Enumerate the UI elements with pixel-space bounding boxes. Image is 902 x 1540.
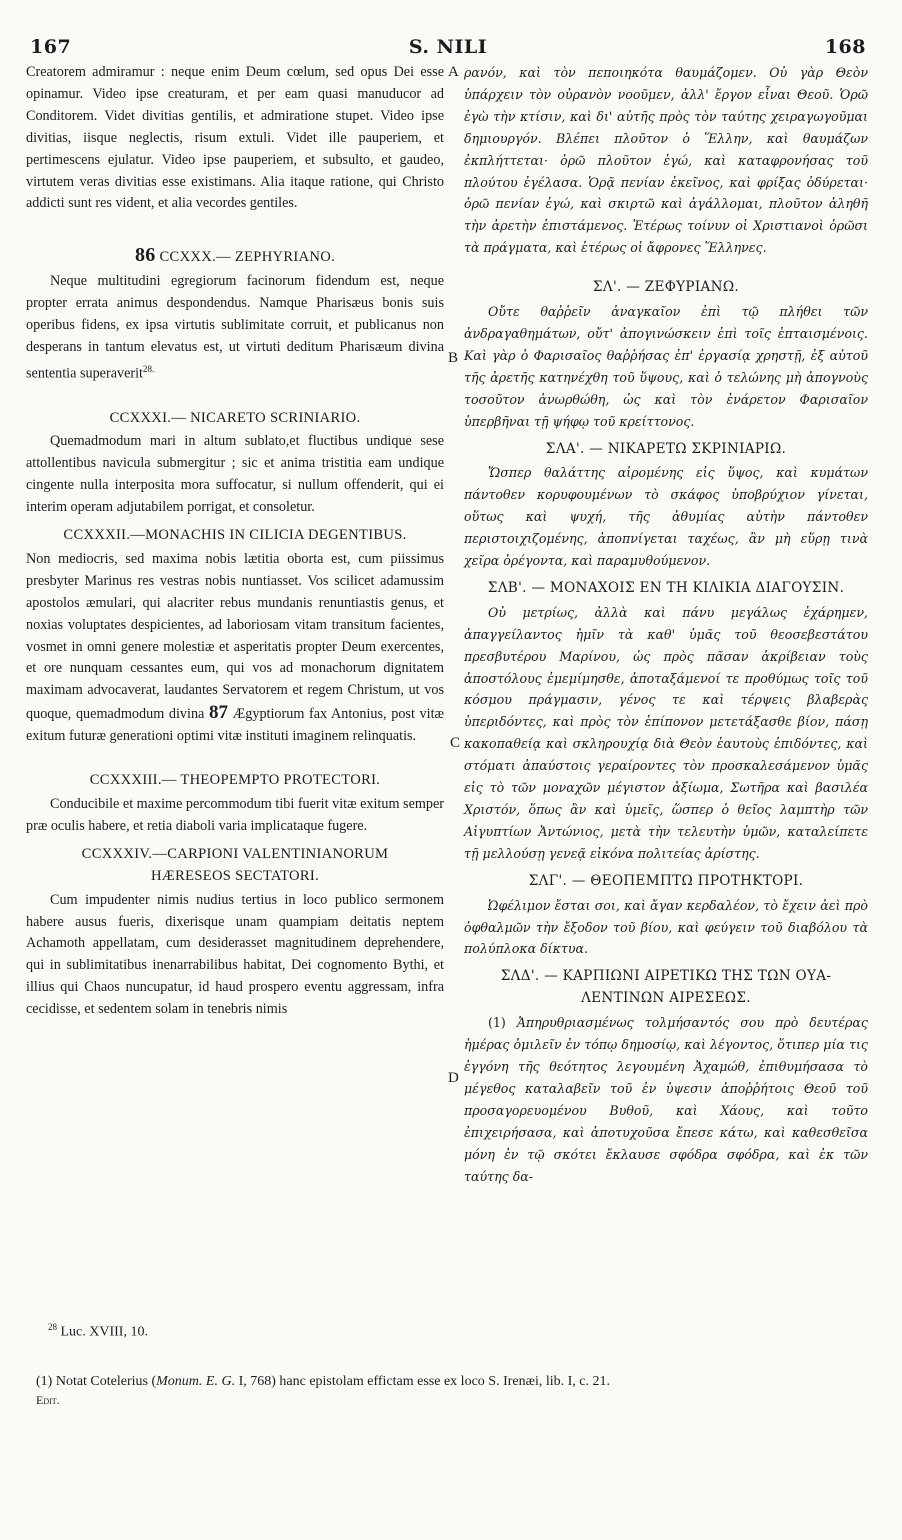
page-number-right: 168 [824,36,866,58]
latin-intro-text: Creatorem admiramur : neque enim Deum cœlum, sed opus Dei esse opinamur. Video ipse creaturam, et per eam quasi manuducor ad Conditorem. Videt divitias gentilis, et admiratione stupet. Video ipse divitias, iisque neglectis, risum extuli. Videt ille pauperiem, et pertimescens ejulatur. Video ipse pauperiem, et subsulto, et gaudeo, virtutem veras divitias esse existimans. Alia itaque ratione, qui Christo addicti sunt res vident, et alia vecordes gentiles. [26,64,444,212]
editor-note-mark: (1) [36,1374,53,1389]
heading-line: ΛΕΝΤΙΝΩΝ ΑΙΡΕΣΕΩΣ. [581,990,751,1007]
latin-letter-232-heading: CCXXXII.—MONACHIS IN CILICIA DEGENTIBUS. [63,527,407,544]
letter-body: Neque multitudini egregiorum facinorum fidendum est, neque propter errata animus despondendus. Namque Pharisæus bonis suis operibus fidens, ex ipsa virtutis sublimitate corruit, et publicanus non desperans in tantum elevatus est, ut virtuti deditum Pharisæum divina sententia superaverit [26,273,444,382]
editor-note [36,1372,872,1410]
running-title: S. NILI [408,36,488,58]
footnote-text: Luc. XVIII, 10. [60,1324,148,1340]
heading-line: CCXXXIV.—CARPIONI VALENTINIANORUM [81,845,389,862]
heading-line: ΣΛΔ'. — ΚΑΡΠΙΩΝΙ ΑΙΡΕΤΙΚΩ ΤΗΣ ΤΩΝ ΟΥΑ- [500,968,832,985]
greek-letter-234-heading [464,966,868,1010]
heading-line: HÆRESEOS SECTATORI. [150,867,320,884]
letter-body: Non mediocris, sed maxima nobis lætitia oborta est, cum piissimus presbyter Marinus res vestras nobis nuntiasset. Vos scilicet adamussim apostolos æmulari, qui alacriter rebus mundanis renuntiastis genus, et noxias voluptates despicientes, ad laboriosam vitam transitum facientes, vosmet in omni genere molestiæ et asperitatis propter Deum exercentes, et ore nunquam cessantes eum, qui vos ad monachorum dignitatem maximam advocaverat, laudantes Servatorem et regem Christum, ut vos quoque, quemadmodum divina [26,550,444,723]
letter-body-continued: Ægyptiorum fax Antonius, post vitæ exitum futuræ generationi optimi vitæ instituti imaginem relinquatis. [26,706,444,745]
editor-note-work-title: Monum. E. G. [156,1374,236,1389]
latin-letter-230-text [26,271,444,385]
latin-column [26,62,444,1021]
greek-letter-232-text: Οὐ μετρίως, ἀλλὰ καὶ πάνυ μεγάλως ἐχάρημεν, ἀπαγγείλαντος ἡμῖν τὰ καθ' ὑμᾶς τοῦ θεοσεβεστάτου πρεσβυτέρου Μαρίνου, ὡς πρὸς πᾶσαν ἀκρίβειαν τοὺς ἀποστόλους ἐμεμίμησθε, ἀποταξάμενοί τε προθύμως τοῖς τοῦ κόσμου πράγμασιν, γένος τε καὶ τέρψεις βλαβερὰς ὑπεριδόντες, καὶ πρὸς τὸν ἐπίπονον μετετάξασθε βίον, πάσῃ κακοπαθείᾳ καὶ σκληρουχίᾳ διὰ Θεὸν ἑαυτοὺς ἐπιδόντες, καὶ στόματι ἀπαύστοις γεραίροντες τὸν προσκαλεσάμενον ὑμᾶς εἰς τὸ τῶν μοναχῶν μέγιστον ἀξίωμα, Σωτῆρα καὶ βασιλέα Χριστόν, ὅπως ἂν καὶ ὑμεῖς, ὥσπερ ὁ θεῖος λαμπτὴρ τῶν Αἰγυπτίων Ἀντώνιος, μετὰ τὴν τελευτὴν ὑμῶν, καταλείπετε τῇ μελλούσῃ γενεᾷ εἰκόνα πολιτείας ἀρίστης. [464,604,868,861]
greek-letter-233-text: Ὠφέλιμον ἔσται σοι, καὶ ἄγαν κερδαλέον, τὸ ἔχειν ἀεὶ πρὸ ὀφθαλμῶν τὴν ἔξοδον τοῦ βίου, καὶ φεύγειν τοῦ διαβόλου τὰ πολύπλοκα δίκτυα. [464,897,868,957]
running-head [30,36,866,62]
latin-letter-234-heading [26,844,444,888]
column-number: 87 [209,702,228,724]
greek-column [464,62,868,1187]
editor-note-mark: (1) [488,1015,506,1031]
letter-body: Ἀπηρυθριασμένως τολμήσαντός σου πρὸ δευτέρας ἡμέρας ὁμιλεῖν ἐν τόπῳ δημοσίῳ, καὶ λέγοντος, ὅτιπερ μία τις ἐγγόνη τῆς θεότητος λεγουμένη Ἀχαμώθ, ἐπιθυμήσασα τὸ μέγεθος καταλαβεῖν τοῦ ἐν ὑψεσιν ἀποῤῥήτοις Θεοῦ τοῦ προσαγορευομένου Βυθοῦ, καὶ Χάους, καὶ τοῦτο ἐπιχειρήσασα, καὶ ἀποτυχοῦσα ἔπεσε κάτω, καὶ καθεσθεῖσα μόνη ἐν τῷ σκότει ἔκλαυσε σφόδρα σφόδρα, καὶ ἐκ τῶν ταύτης δα- [464,1015,868,1184]
greek-letter-231-heading: ΣΛΑ'. — ΝΙΚΑΡΕΤΩ ΣΚΡΙΝΙΑΡΙΩ. [545,440,787,457]
latin-letter-233-text: Conducibile et maxime percommodum tibi fuerit vitæ exitum semper præ oculis habere, et retia diaboli varia implicataque fugere. [26,796,445,834]
latin-letter-234-text: Cum impudenter nimis nudius tertius in loco publico sermonem habere ausus fueris, dixerisque unam quampiam deitatis neptem Achamoth appellatam, cum desiderasset magnitudinem deprehendere, qui in sublimitatibus inenarrabilibus habitat, Dei cognomento Bythi, et illius qui Chaos nuncupatur, id haud prospero eventu aggressam, infra cecidisse, et sedentem solam in tenebris nimis [26,891,444,1018]
latin-letter-231-heading: CCXXXI.— NICARETO SCRINIARIO. [109,409,361,426]
letter-heading: CCXXX.— ZEPHYRIANO. [159,249,336,266]
greek-intro-text: ρανόν, καὶ τὸν πεποιηκότα θαυμάζομεν. Οὐ γὰρ Θεὸν ὑπάρχειν τὸν οὐρανὸν νοοῦμεν, ἀλλ' ἔργον εἶναι Θεοῦ. Ὁρῶ ἐγὼ τὴν κτίσιν, καὶ δι' αὐτῆς πρὸς τὸν ταύτης χειραγωγοῦμαι δημιουργόν. Βλέπει πλοῦτον ὁ Ἕλλην, καὶ θαυμάζων ἐκπλήττεται· ὁρῶ πλοῦτον ἐγώ, καὶ καταφρονήσας τοῦ πλούτου ἐγέλασα. Ὁρᾷ πενίαν ἐκεῖνος, καὶ φρίξας ὀδύρεται· ὁρῶ πενίαν ἐγώ, καὶ σκιρτῶ καὶ ἀγάλλομαι, πλοῦτον ἀληθῆ τὴν ἀρετὴν ἐπιστάμενος. Ἑτέρως τοίνυν οἱ Χριστιανοὶ ὁρῶσι τὰ πράγματα, καὶ ἑτέρως οἱ ἄφρονες Ἕλληνες. [464,65,868,256]
editor-note-text-end: I, 768) hanc epistolam effictam esse ex loco S. Irenæi, lib. I, c. 21. [235,1374,610,1389]
greek-letter-233-heading: ΣΛΓ'. — ΘΕΟΠΕΜΠΤΩ ΠΡΟΤΗΚΤΟΡΙ. [528,872,804,889]
margin-marker-b: B [448,350,459,366]
column-number: 86 [134,244,156,267]
greek-letter-230-heading: ΣΛ'. — ΖΕΦΥΡΙΑΝΩ. [592,279,740,296]
page-number-left: 167 [30,36,72,58]
footnote-reference: 28. [143,363,155,374]
margin-marker-a: A [448,64,459,80]
latin-letter-232-text [26,549,444,748]
greek-letter-230-text: Οὔτε θαῤῥεῖν ἀναγκαῖον ἐπὶ τῷ πλήθει τῶν ἀνδραγαθημάτων, οὔτ' ἀπογινώσκειν ἐπὶ τοῖς ἐπταισμένοις. Καὶ γὰρ ὁ Φαρισαῖος θαῤῥήσας ἐπ' ἐργασίᾳ χρηστῇ, ἐξ αὐτοῦ τῆς ἀρετῆς κατηνέχθη τοῦ ὕψους, καὶ ὁ τελώνης μὴ ἀπογνοὺς τοσοῦτον ἀνωρθώθη, ὡς καὶ τὸν ἐνάρετον Φαρισαῖον ὑπερβῆναι τῇ ψήφῳ τοῦ κρείττονος. [464,304,868,429]
margin-marker-d: D [448,1070,459,1086]
latin-letter-233-heading: CCXXXIII.— THEOPEMPTO PROTECTORI. [89,772,381,789]
footnote-28 [48,1322,148,1341]
latin-letter-230-heading [26,245,444,269]
editor-tag: Edit. [36,1393,60,1407]
editor-note-text-start: Notat Cotelerius ( [55,1374,157,1389]
margin-marker-c: C [450,735,461,751]
greek-letter-231-text: Ὥσπερ θαλάττης αἰρομένης εἰς ὕψος, καὶ κυμάτων πάντοθεν κορυφουμένων τὸ σκάφος ὑποβρύχιον γίνεται, οὕτως καὶ ψυχή, τῆς ἀθυμίας αὐτὴν πάντοθεν περιστοιχιζομένης, ἀποπνίγεται ταχέως, ἂν μὴ εὕρῃ τινὰ χεῖρα ὀρέγοντα, καὶ παραμυθούμενον. [464,465,868,569]
footnote-number: 28 [48,1322,57,1332]
greek-letter-234-text [464,1012,868,1187]
greek-letter-232-heading: ΣΛΒ'. — ΜΟΝΑΧΟΙΣ ΕΝ ΤΗ ΚΙΛΙΚΙΑ ΔΙΑΓΟΥΣΙΝ. [487,579,845,596]
latin-letter-231-text: Quemadmodum mari in altum sublato,et fluctibus undique sese attollentibus navicula submergitur ; sic et anima tristitia eam undique cingente nulla interposita mora suffocatur, si nullum offenderit, qui ei interim operam adjutabilem porrigat, et consoletur. [26,433,444,516]
